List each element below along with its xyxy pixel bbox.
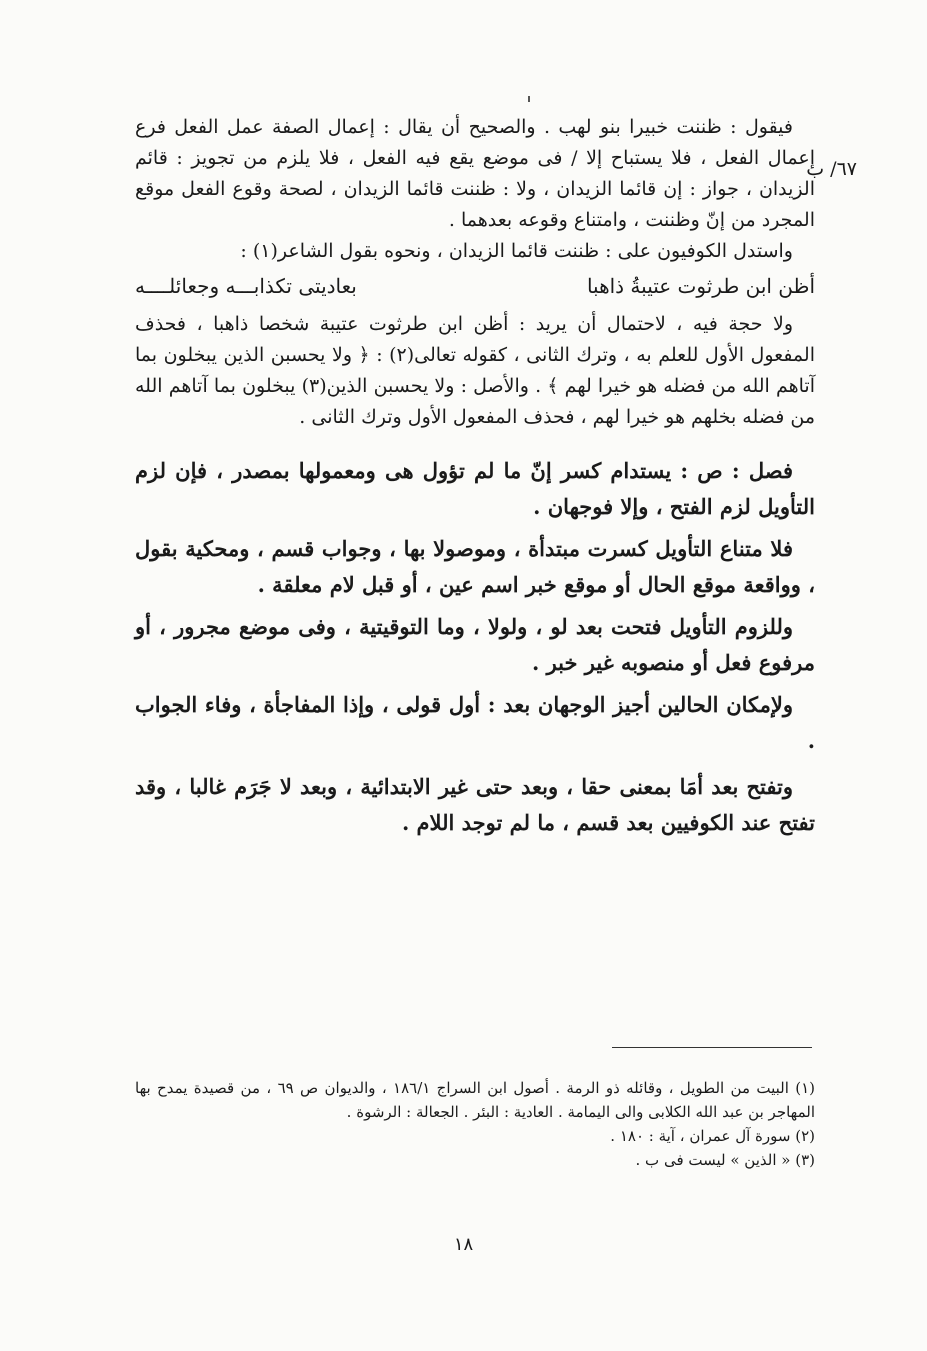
margin-folio-note: ٦٧/ ب: [806, 158, 857, 180]
verse-second-hemistich: بعاديتى تكذابـــه وجعائلــــه: [135, 274, 357, 298]
paragraph-3: ولا حجة فيه ، لاحتمال أن يريد : أظن ابن طرثوت عتيبة شخصا ذاهبا ، فحذف المفعول الأول للعلم به ، وترك الثانى ، كقوله تعالى(٢) : ﴿ ولا يحسبن الذين يبخلون بما آتاهم الله من فضله هو خيرا لهم ﴾ . والأصل : ولا يحسبن الذين(٣) يبخلون بما آتاهم الله من فضله بخلهم هو خيرا لهم ، فحذف المفعول الأول وترك الثانى .: [135, 313, 816, 428]
verse-first-hemistich: أظن ابن طرثوت عتيبةُ ذاهبا: [586, 274, 815, 298]
section-paragraph: وللزوم التأويل فتحت بعد لو ، ولولا ، وما التوقيتية ، وفى موضع مجرور ، أو مرفوع فعل أو منصوبه غير خبر .: [135, 614, 815, 675]
main-text: [135, 112, 815, 847]
section-paragraph: فلا متناع التأويل كسرت مبتدأة ، وموصولا بها ، وجواب قسم ، ومحكية بقول ، وواقعة موقع الحال أو موقع خبر اسم عين ، أو قبل لام معلقة .: [135, 536, 815, 597]
scan-mark: [528, 96, 530, 102]
footnote-3: (٣) « الذين » ليست فى ب .: [635, 1151, 815, 1169]
footnote-2: (٢) سورة آل عمران ، آية : ١٨٠ .: [610, 1127, 815, 1145]
section-paragraph: ولإمكان الحالين أجيز الوجهان بعد : أول قولى ، وإذا المفاجأة ، وفاء الجواب .: [135, 692, 815, 753]
page-number: ١٨: [453, 1234, 474, 1255]
footnotes: [135, 1076, 815, 1172]
footnote-divider: [612, 1047, 812, 1048]
paragraph-2: واستدل الكوفيون على : ظننت قائما الزيدان ، ونحوه بقول الشاعر(١) :: [240, 240, 793, 262]
poetry-verse: [135, 271, 815, 301]
paragraph-1: فيقول : ظننت خبيرا بنو لهب . والصحيح أن يقال : إعمال الصفة عمل الفعل فرع إعمال الفعل ، فلا يستباح إلا / فى موضع يقع فيه الفعل ، فلا يلزم من تجويز : قائم الزيدان ، جواز : إن قائما الزيدان ، ولا : ظننت قائما الزيدان ، لصحة وقوع الفعل موقع المجرد من إنّ وظننت ، وامتناع وقوعه بعدهما .: [135, 116, 815, 231]
footnote-1: (١) البيت من الطويل ، وقائله ذو الرمة . أصول ابن السراج ١٨٦/١ ، والديوان ص ٦٩ ، من قصيدة يمدح بها المهاجر بن عبد الله الكلابى والى اليمامة . العادية : البئر . الجعالة : الرشوة .: [135, 1079, 815, 1121]
section-paragraph: وتفتح بعد أمَا بمعنى حقا ، وبعد حتى غير الابتدائية ، وبعد لا جَرَم غالبا ، وقد تفتح عند الكوفيين بعد قسم ، ما لم توجد اللام .: [135, 774, 815, 835]
section-heading-paragraph: فصل : ص : يستدام كسر إنّ ما لم تؤول هى ومعمولها بمصدر ، فإن لزم التأويل لزم الفتح ، وإلا فوجهان .: [135, 458, 815, 519]
section-text: [135, 453, 815, 841]
